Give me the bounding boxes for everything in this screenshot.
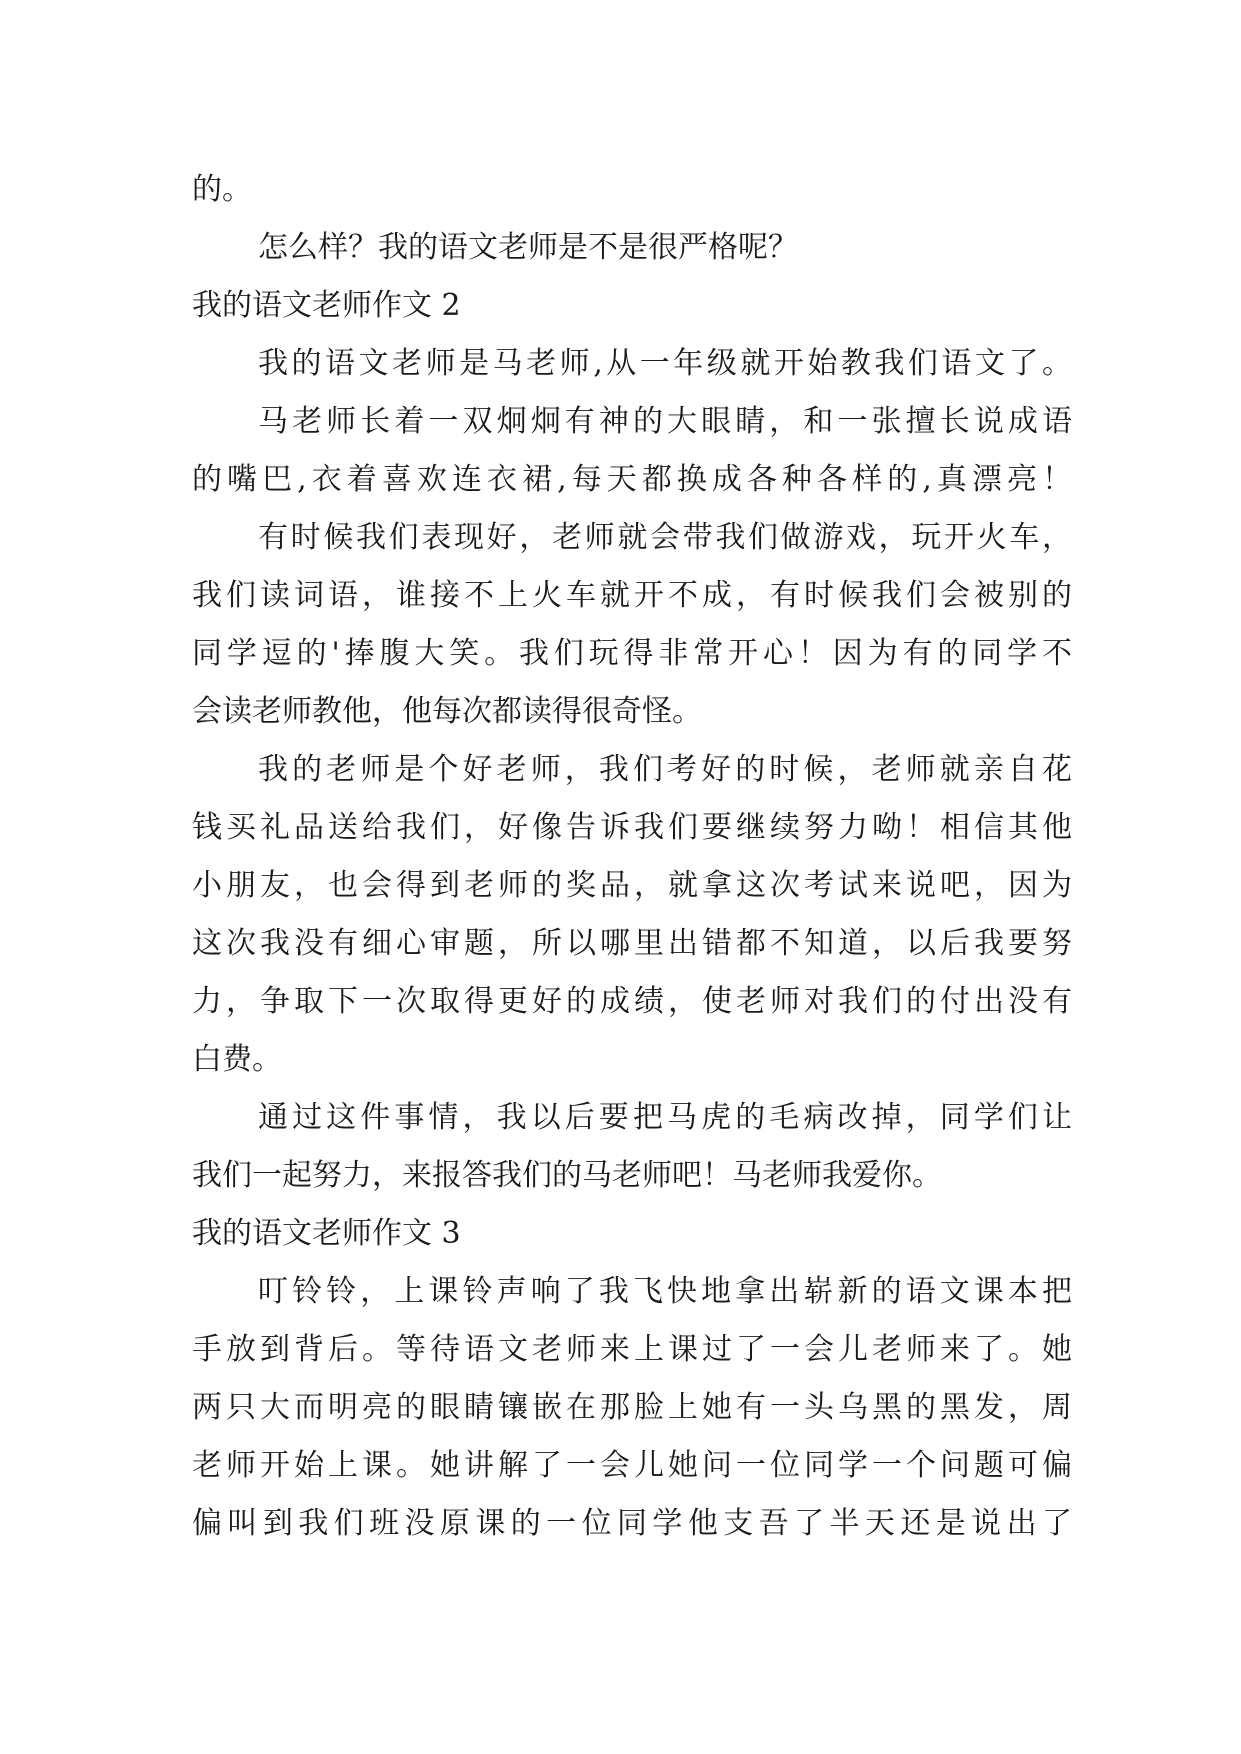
- text-line: 叮铃铃，上课铃声响了我飞快地拿出崭新的语文课本把: [258, 1274, 1072, 1309]
- text-line: 两只大而明亮的眼睛镶嵌在那脸上她有一头乌黑的黑发，周: [192, 1390, 1072, 1425]
- text-line: 我们读词语，谁接不上火车就开不成，有时候我们会被别的: [192, 578, 1072, 613]
- text-line: 这次我没有细心审题，所以哪里出错都不知道，以后我要努: [192, 926, 1072, 961]
- text-line: 小朋友，也会得到老师的奖品，就拿这次考试来说吧，因为: [192, 868, 1072, 903]
- text-line: 老师开始上课。她讲解了一会儿她问一位同学一个问题可偏: [192, 1448, 1072, 1483]
- text-line: 同学逗的'捧腹大笑。我们玩得非常开心！因为有的同学不: [192, 636, 1072, 671]
- text-line: 怎么样？我的语文老师是不是很严格呢？: [258, 230, 798, 265]
- text-line: 钱买礼品送给我们，好像告诉我们要继续努力呦！相信其他: [192, 810, 1072, 845]
- text-line: 有时候我们表现好，老师就会带我们做游戏，玩开火车，: [258, 520, 1072, 555]
- text-line: 的嘴巴,衣着喜欢连衣裙,每天都换成各种各样的,真漂亮！: [192, 462, 1072, 497]
- text-line: 我的语文老师是马老师,从一年级就开始教我们语文了。: [258, 346, 1072, 381]
- text-line: 会读老师教他，他每次都读得很奇怪。: [192, 694, 702, 729]
- text-line: 力，争取下一次取得更好的成绩，使老师对我们的付出没有: [192, 984, 1072, 1019]
- text-line: 我的老师是个好老师，我们考好的时候，老师就亲自花: [258, 752, 1072, 787]
- text-line: 马老师长着一双炯炯有神的大眼睛，和一张擅长说成语: [258, 404, 1072, 439]
- text-line: 的。: [192, 172, 252, 207]
- text-line: 通过这件事情，我以后要把马虎的毛病改掉，同学们让: [258, 1100, 1072, 1135]
- text-line: 手放到背后。等待语文老师来上课过了一会儿老师来了。她: [192, 1332, 1072, 1367]
- section-heading: 我的语文老师作文 3: [192, 1216, 461, 1251]
- essay-text: [192, 161, 1072, 1553]
- text-line: 我们一起努力，来报答我们的马老师吧！马老师我爱你。: [192, 1158, 942, 1193]
- text-line: 白费。: [192, 1042, 282, 1077]
- section-heading: 我的语文老师作文 2: [192, 288, 461, 323]
- text-line: 偏叫到我们班没原课的一位同学他支吾了半天还是说出了: [192, 1506, 1072, 1541]
